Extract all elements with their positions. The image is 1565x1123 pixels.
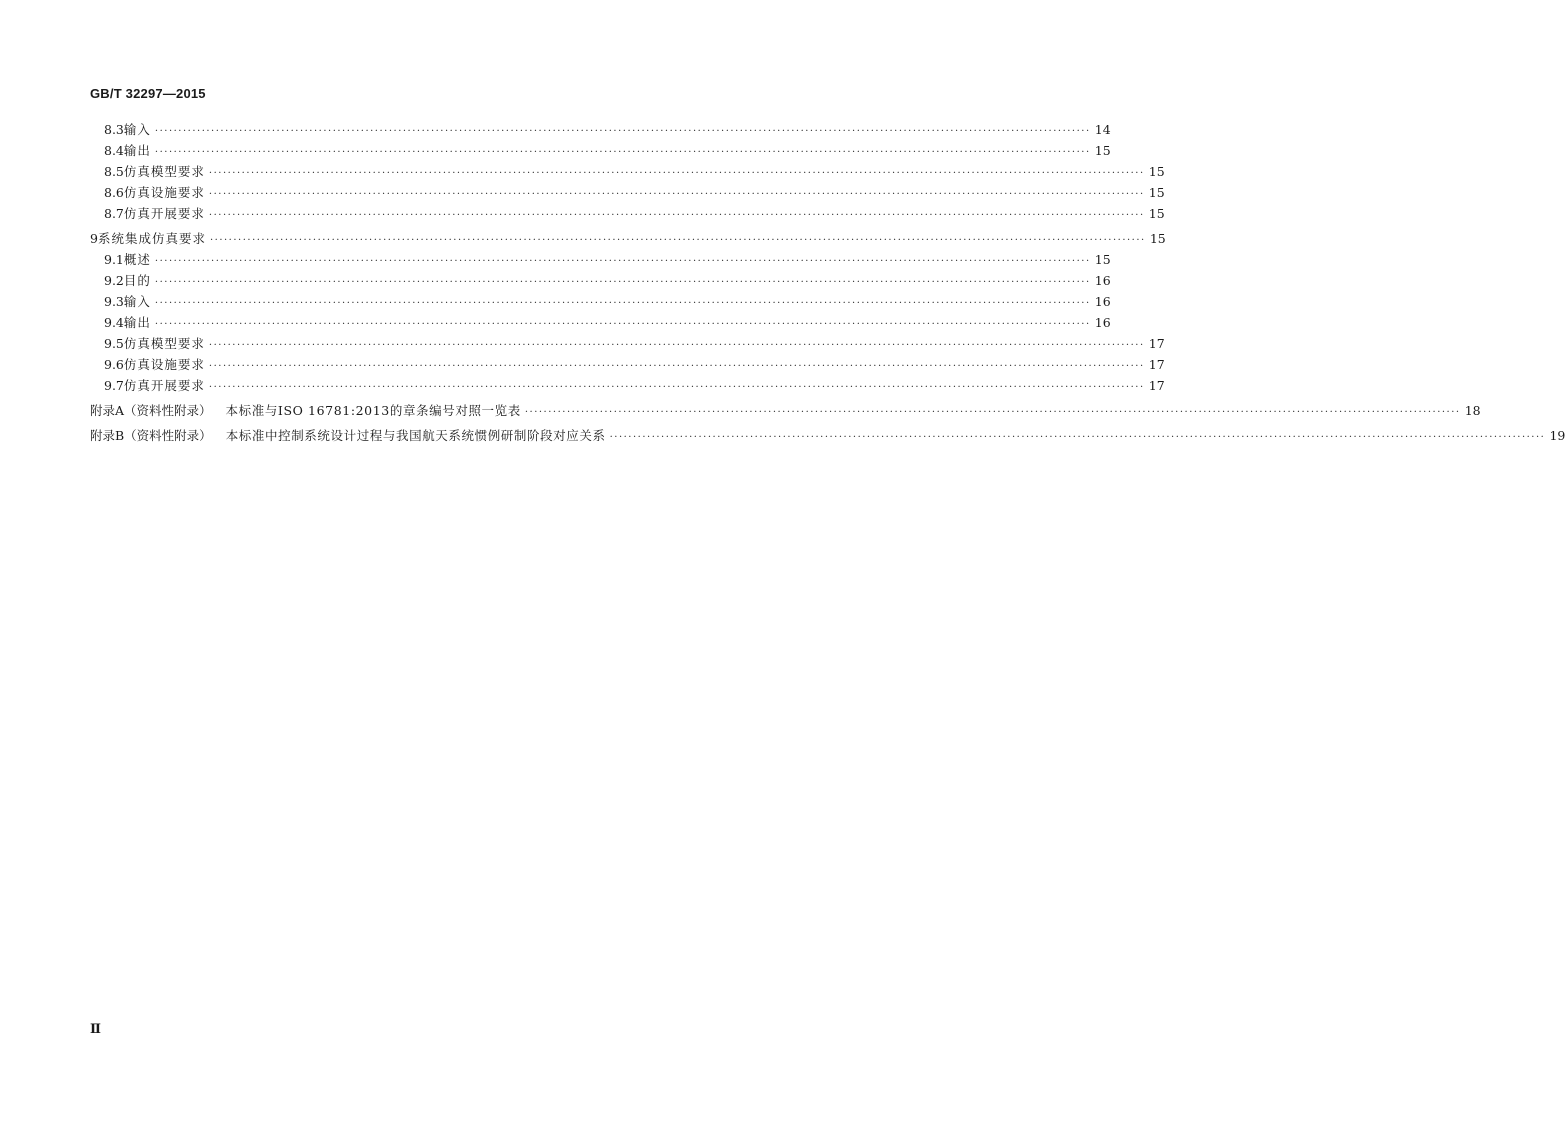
toc-leader-dots: ········································································································································································································	[524, 407, 1461, 418]
toc-entry-title: 输入	[123, 122, 151, 137]
toc-entry-page: 17	[1148, 357, 1165, 372]
toc-entry[interactable]	[90, 141, 1111, 162]
toc-entry[interactable]	[90, 334, 1165, 355]
toc-entry-number: 附录B（资料性附录）	[90, 428, 212, 443]
toc-entry-title: 仿真模型要求	[123, 336, 205, 351]
toc-entry-number: 9.5	[104, 336, 124, 351]
toc-entry-title: 仿真设施要求	[123, 185, 205, 200]
toc-entry[interactable]	[90, 250, 1111, 271]
toc-entry[interactable]	[90, 183, 1165, 204]
toc-leader-dots: ········································································································································································································	[208, 382, 1145, 393]
toc-entry-number: 9	[90, 231, 98, 246]
toc-entry-number: 附录A（资料性附录）	[90, 403, 212, 418]
toc-entry-number: 8.6	[104, 185, 124, 200]
toc-entry[interactable]	[90, 204, 1165, 225]
toc-entry-page: 16	[1094, 273, 1111, 288]
toc-entry-number: 9.6	[104, 357, 124, 372]
toc-entry-title: 本标准中控制系统设计过程与我国航天系统惯例研制阶段对应关系	[225, 428, 606, 443]
toc-leader-dots: ········································································································································································································	[154, 298, 1091, 309]
toc-entry[interactable]	[90, 292, 1111, 313]
toc-entry[interactable]	[90, 229, 1166, 250]
toc-entry-title: 仿真设施要求	[123, 357, 205, 372]
toc-entry-page: 15	[1148, 164, 1165, 179]
toc-leader-dots: ········································································································································································································	[154, 277, 1091, 288]
toc-entry-title: 仿真开展要求	[123, 378, 205, 393]
page-number: Ⅱ	[90, 1022, 101, 1037]
toc-leader-dots: ········································································································································································································	[609, 432, 1546, 443]
toc-leader-dots: ········································································································································································································	[208, 168, 1145, 179]
toc-entry[interactable]	[90, 401, 1481, 422]
toc-entry-title: 输入	[123, 294, 151, 309]
toc-entry-number: 9.4	[104, 315, 124, 330]
toc-leader-dots: ········································································································································································································	[208, 210, 1145, 221]
toc-entry-page: 19	[1549, 428, 1565, 443]
toc-entry-page: 18	[1464, 403, 1481, 418]
toc-leader-dots: ········································································································································································································	[208, 340, 1145, 351]
toc-entry-page: 15	[1149, 231, 1166, 246]
toc-entry-title: 系统集成仿真要求	[97, 231, 206, 246]
toc-entry-number: 8.3	[104, 122, 124, 137]
toc-entry-page: 17	[1148, 378, 1165, 393]
toc-entry[interactable]	[90, 376, 1165, 397]
toc-entry-page: 15	[1148, 185, 1165, 200]
toc-entry[interactable]	[90, 355, 1165, 376]
toc-entry-title: 概述	[123, 252, 151, 267]
toc-entry[interactable]	[90, 271, 1111, 292]
toc-leader-dots: ········································································································································································································	[208, 189, 1145, 200]
toc-leader-dots: ········································································································································································································	[154, 256, 1091, 267]
document-header: GB/T 32297—2015	[90, 86, 206, 101]
toc-entry-page: 17	[1148, 336, 1165, 351]
toc-entry-number: 9.2	[104, 273, 124, 288]
toc-entry-page: 15	[1094, 252, 1111, 267]
toc-entry-number: 9.3	[104, 294, 124, 309]
toc-entry-title: 输出	[123, 315, 151, 330]
toc-entry[interactable]	[90, 120, 1111, 141]
toc-leader-dots: ········································································································································································································	[209, 235, 1146, 246]
toc-entry-title: 本标准与ISO 16781:2013的章条编号对照一览表	[225, 403, 521, 418]
toc-entry-title: 仿真开展要求	[123, 206, 205, 221]
toc-entry-number: 8.5	[104, 164, 124, 179]
toc-leader-dots: ········································································································································································································	[154, 147, 1091, 158]
toc-entry[interactable]	[90, 162, 1165, 183]
toc-entry[interactable]	[90, 426, 1565, 447]
toc-entry-title: 目的	[123, 273, 151, 288]
toc-leader-dots: ········································································································································································································	[208, 361, 1145, 372]
toc-entry-number: 9.7	[104, 378, 124, 393]
toc-entry-page: 15	[1094, 143, 1111, 158]
toc-entry[interactable]	[90, 313, 1111, 334]
toc-leader-dots: ········································································································································································································	[154, 126, 1091, 137]
toc-entry-page: 14	[1094, 122, 1111, 137]
toc-entry-page: 15	[1148, 206, 1165, 221]
toc-entry-number: 9.1	[104, 252, 124, 267]
toc-leader-dots: ········································································································································································································	[154, 319, 1091, 330]
table-of-contents	[90, 120, 1565, 447]
toc-entry-number: 8.4	[104, 143, 124, 158]
toc-entry-title: 仿真模型要求	[123, 164, 205, 179]
toc-entry-page: 16	[1094, 315, 1111, 330]
toc-entry-page: 16	[1094, 294, 1111, 309]
toc-entry-title: 输出	[123, 143, 151, 158]
toc-entry-number: 8.7	[104, 206, 124, 221]
